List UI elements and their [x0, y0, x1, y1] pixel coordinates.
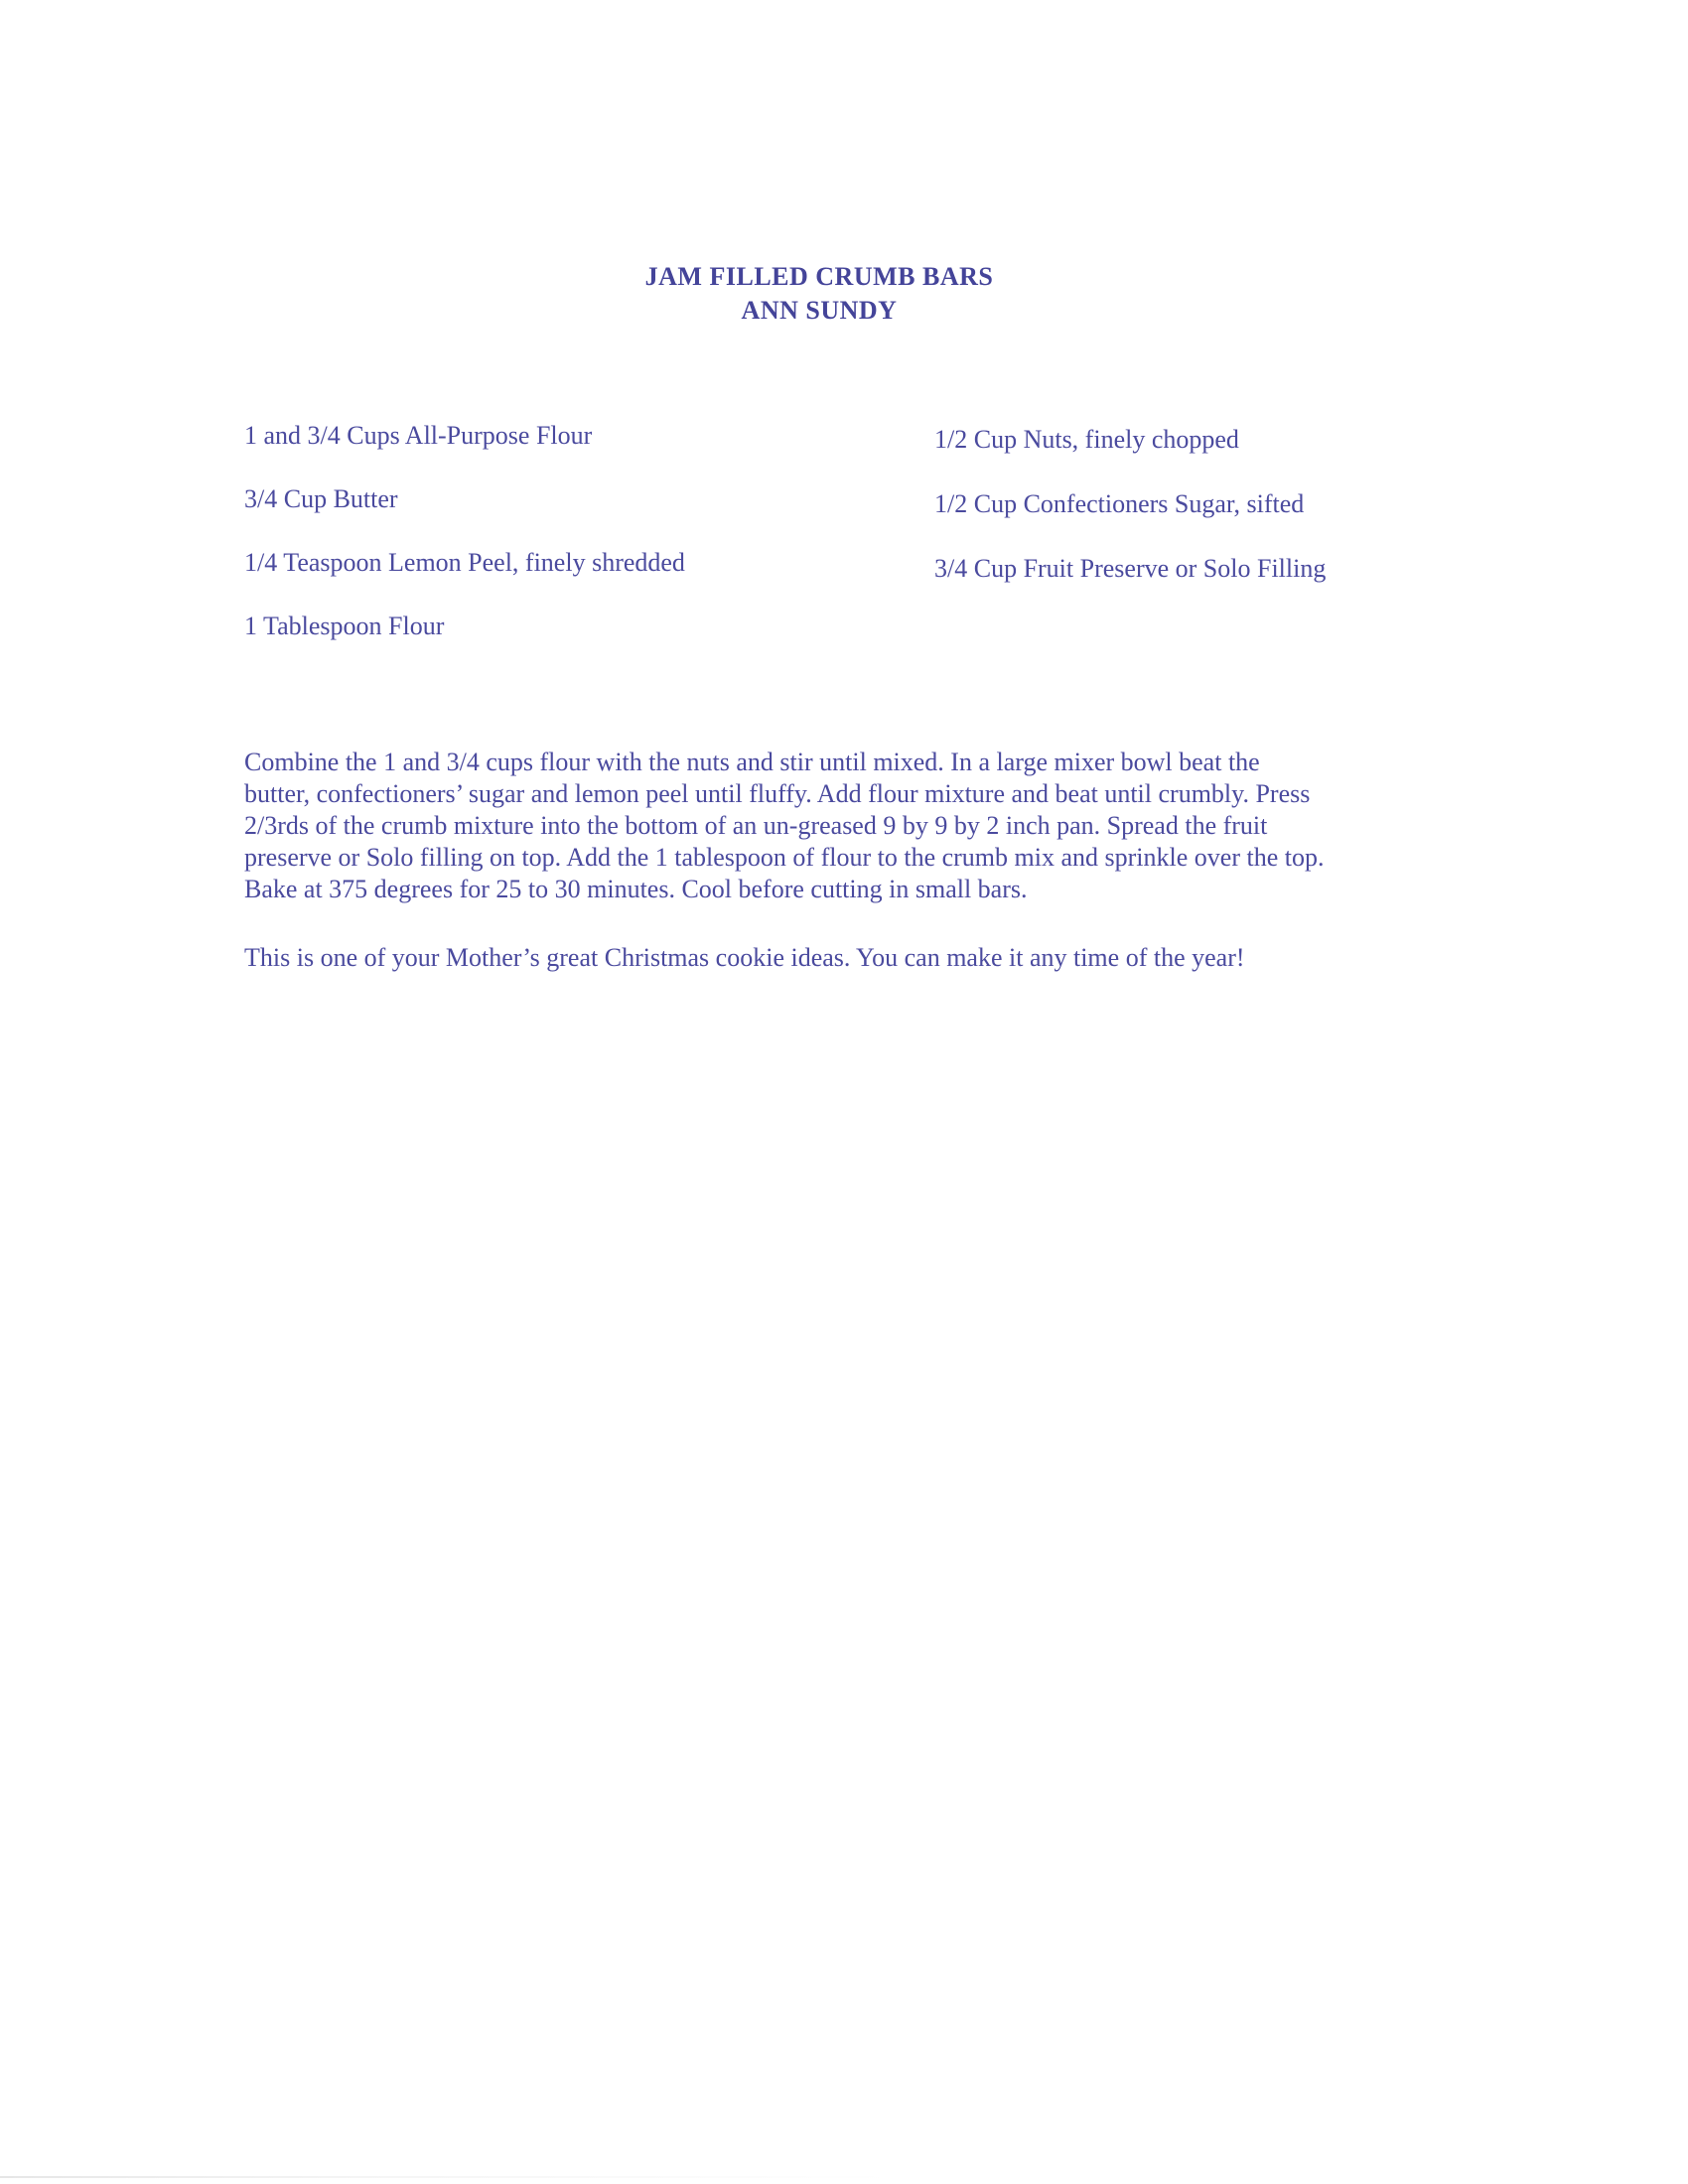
- recipe-author: ANN SUNDY: [741, 296, 898, 325]
- directions-line: Bake at 375 degrees for 25 to 30 minutes. Cool before cutting in small bars.: [244, 875, 1028, 903]
- scan-edge-divider: [0, 2176, 894, 2178]
- ingredient-item: 3/4 Cup Butter: [244, 484, 398, 513]
- ingredient-item: 1/2 Cup Confectioners Sugar, sifted: [934, 489, 1305, 518]
- recipe-title: JAM FILLED CRUMB BARS: [644, 262, 994, 291]
- ingredient-item: 1/2 Cup Nuts, finely chopped: [934, 425, 1239, 454]
- closing-note: This is one of your Mother’s great Christmas cookie ideas. You can make it any time of the year!: [244, 943, 1245, 972]
- directions-line: Combine the 1 and 3/4 cups flour with the nuts and stir until mixed. In a large mixer bowl beat the: [244, 748, 1260, 776]
- recipe-header: [0, 260, 1638, 328]
- directions-line: 2/3rds of the crumb mixture into the bottom of an un-greased 9 by 9 by 2 inch pan. Spread the fruit: [244, 811, 1268, 840]
- ingredient-item: 3/4 Cup Fruit Preserve or Solo Filling: [934, 554, 1327, 583]
- ingredient-item: 1/4 Teaspoon Lemon Peel, finely shredded: [244, 548, 685, 577]
- ingredient-item: 1 and 3/4 Cups All-Purpose Flour: [244, 421, 593, 450]
- directions-paragraph: [244, 747, 1416, 905]
- directions-line: butter, confectioners’ sugar and lemon peel until fluffy. Add flour mixture and beat until crumbly. Press: [244, 779, 1311, 808]
- ingredient-item: 1 Tablespoon Flour: [244, 612, 445, 640]
- directions-line: preserve or Solo filling on top. Add the 1 tablespoon of flour to the crumb mix and sprinkle over the top.: [244, 843, 1325, 872]
